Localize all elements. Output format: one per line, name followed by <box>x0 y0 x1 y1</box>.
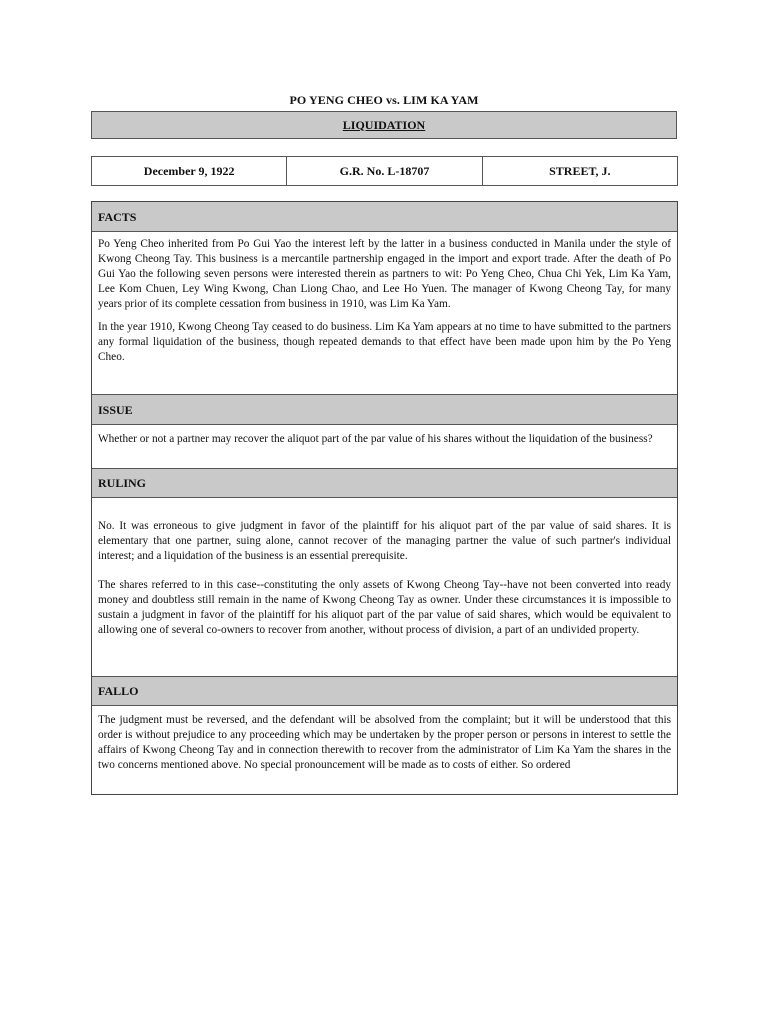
ruling-heading: RULING <box>92 469 677 498</box>
facts-heading: FACTS <box>92 202 677 232</box>
case-title: PO YENG CHEO vs. LIM KA YAM <box>289 93 479 107</box>
ponente: STREET, J. <box>482 157 677 186</box>
facts-body <box>92 232 677 395</box>
issue-heading: ISSUE <box>92 395 677 425</box>
fallo-body <box>92 706 677 794</box>
subject-heading: LIQUIDATION <box>91 111 677 139</box>
facts-paragraph: In the year 1910, Kwong Cheong Tay ceased to do business. Lim Ka Yam appears at no time to have submitted to the partners any formal liquidation of the business, though repeated demands to that effect have been made upon him by the Po Yeng Cheo. <box>98 321 671 363</box>
issue-paragraph: Whether or not a partner may recover the aliquot part of the par value of his shares without the liquidation of the business? <box>98 433 653 445</box>
ruling-body <box>92 498 677 677</box>
gr-number: G.R. No. L-18707 <box>287 157 482 186</box>
ruling-paragraph: No. It was erroneous to give judgment in favor of the plaintiff for his aliquot part of the par value of said shares. It is elementary that one partner, suing alone, cannot recover of the managing partner the value of such partner's individual interest; and a liquidation of the business is an essential prerequisite. <box>98 520 671 562</box>
case-meta-row <box>92 157 678 186</box>
case-meta-table <box>91 156 678 186</box>
decision-date: December 9, 1922 <box>92 157 287 186</box>
issue-body <box>92 425 677 469</box>
fallo-heading: FALLO <box>92 677 677 706</box>
ruling-paragraph: The shares referred to in this case--constituting the only assets of Kwong Cheong Tay--have not been converted into ready money and doubtless still remain in the name of Kwong Cheong Tay as owner. Under these circumstances it is impossible to sustain a judgment in favor of the plaintiff for his aliquot part of the par value of said shares, which would be equivalent to allowing one of several co-owners to recover from another, without process of division, a part of an undivided property. <box>98 579 671 636</box>
fallo-paragraph: The judgment must be reversed, and the defendant will be absolved from the complaint; but it will be understood that this order is without prejudice to any proceeding which may be undertaken by the proper person or persons in interest to settle the affairs of Kwong Cheong Tay and in connection therewith to recover from the administrator of Lim Ka Yam the shares in the two concerns mentioned above. No special pronouncement will be made as to costs of either. So ordered <box>98 714 671 771</box>
facts-paragraph: Po Yeng Cheo inherited from Po Gui Yao the interest left by the latter in a business conducted in Manila under the style of Kwong Cheong Tay. This business is a mercantile partnership engaged in the import and export trade. After the death of Po Gui Yao the following seven persons were interested therein as partners to wit: Po Yeng Cheo, Chua Chi Yek, Lim Ka Yam, Lee Kom Chuen, Ley Wing Kwong, Chan Liong Chao, and Lee Ho Yuen. The manager of Kwong Cheong Tay, for many years prior of its complete cessation from business in 1910, was Lim Ka Yam. <box>98 238 671 310</box>
case-digest-table <box>91 201 678 795</box>
